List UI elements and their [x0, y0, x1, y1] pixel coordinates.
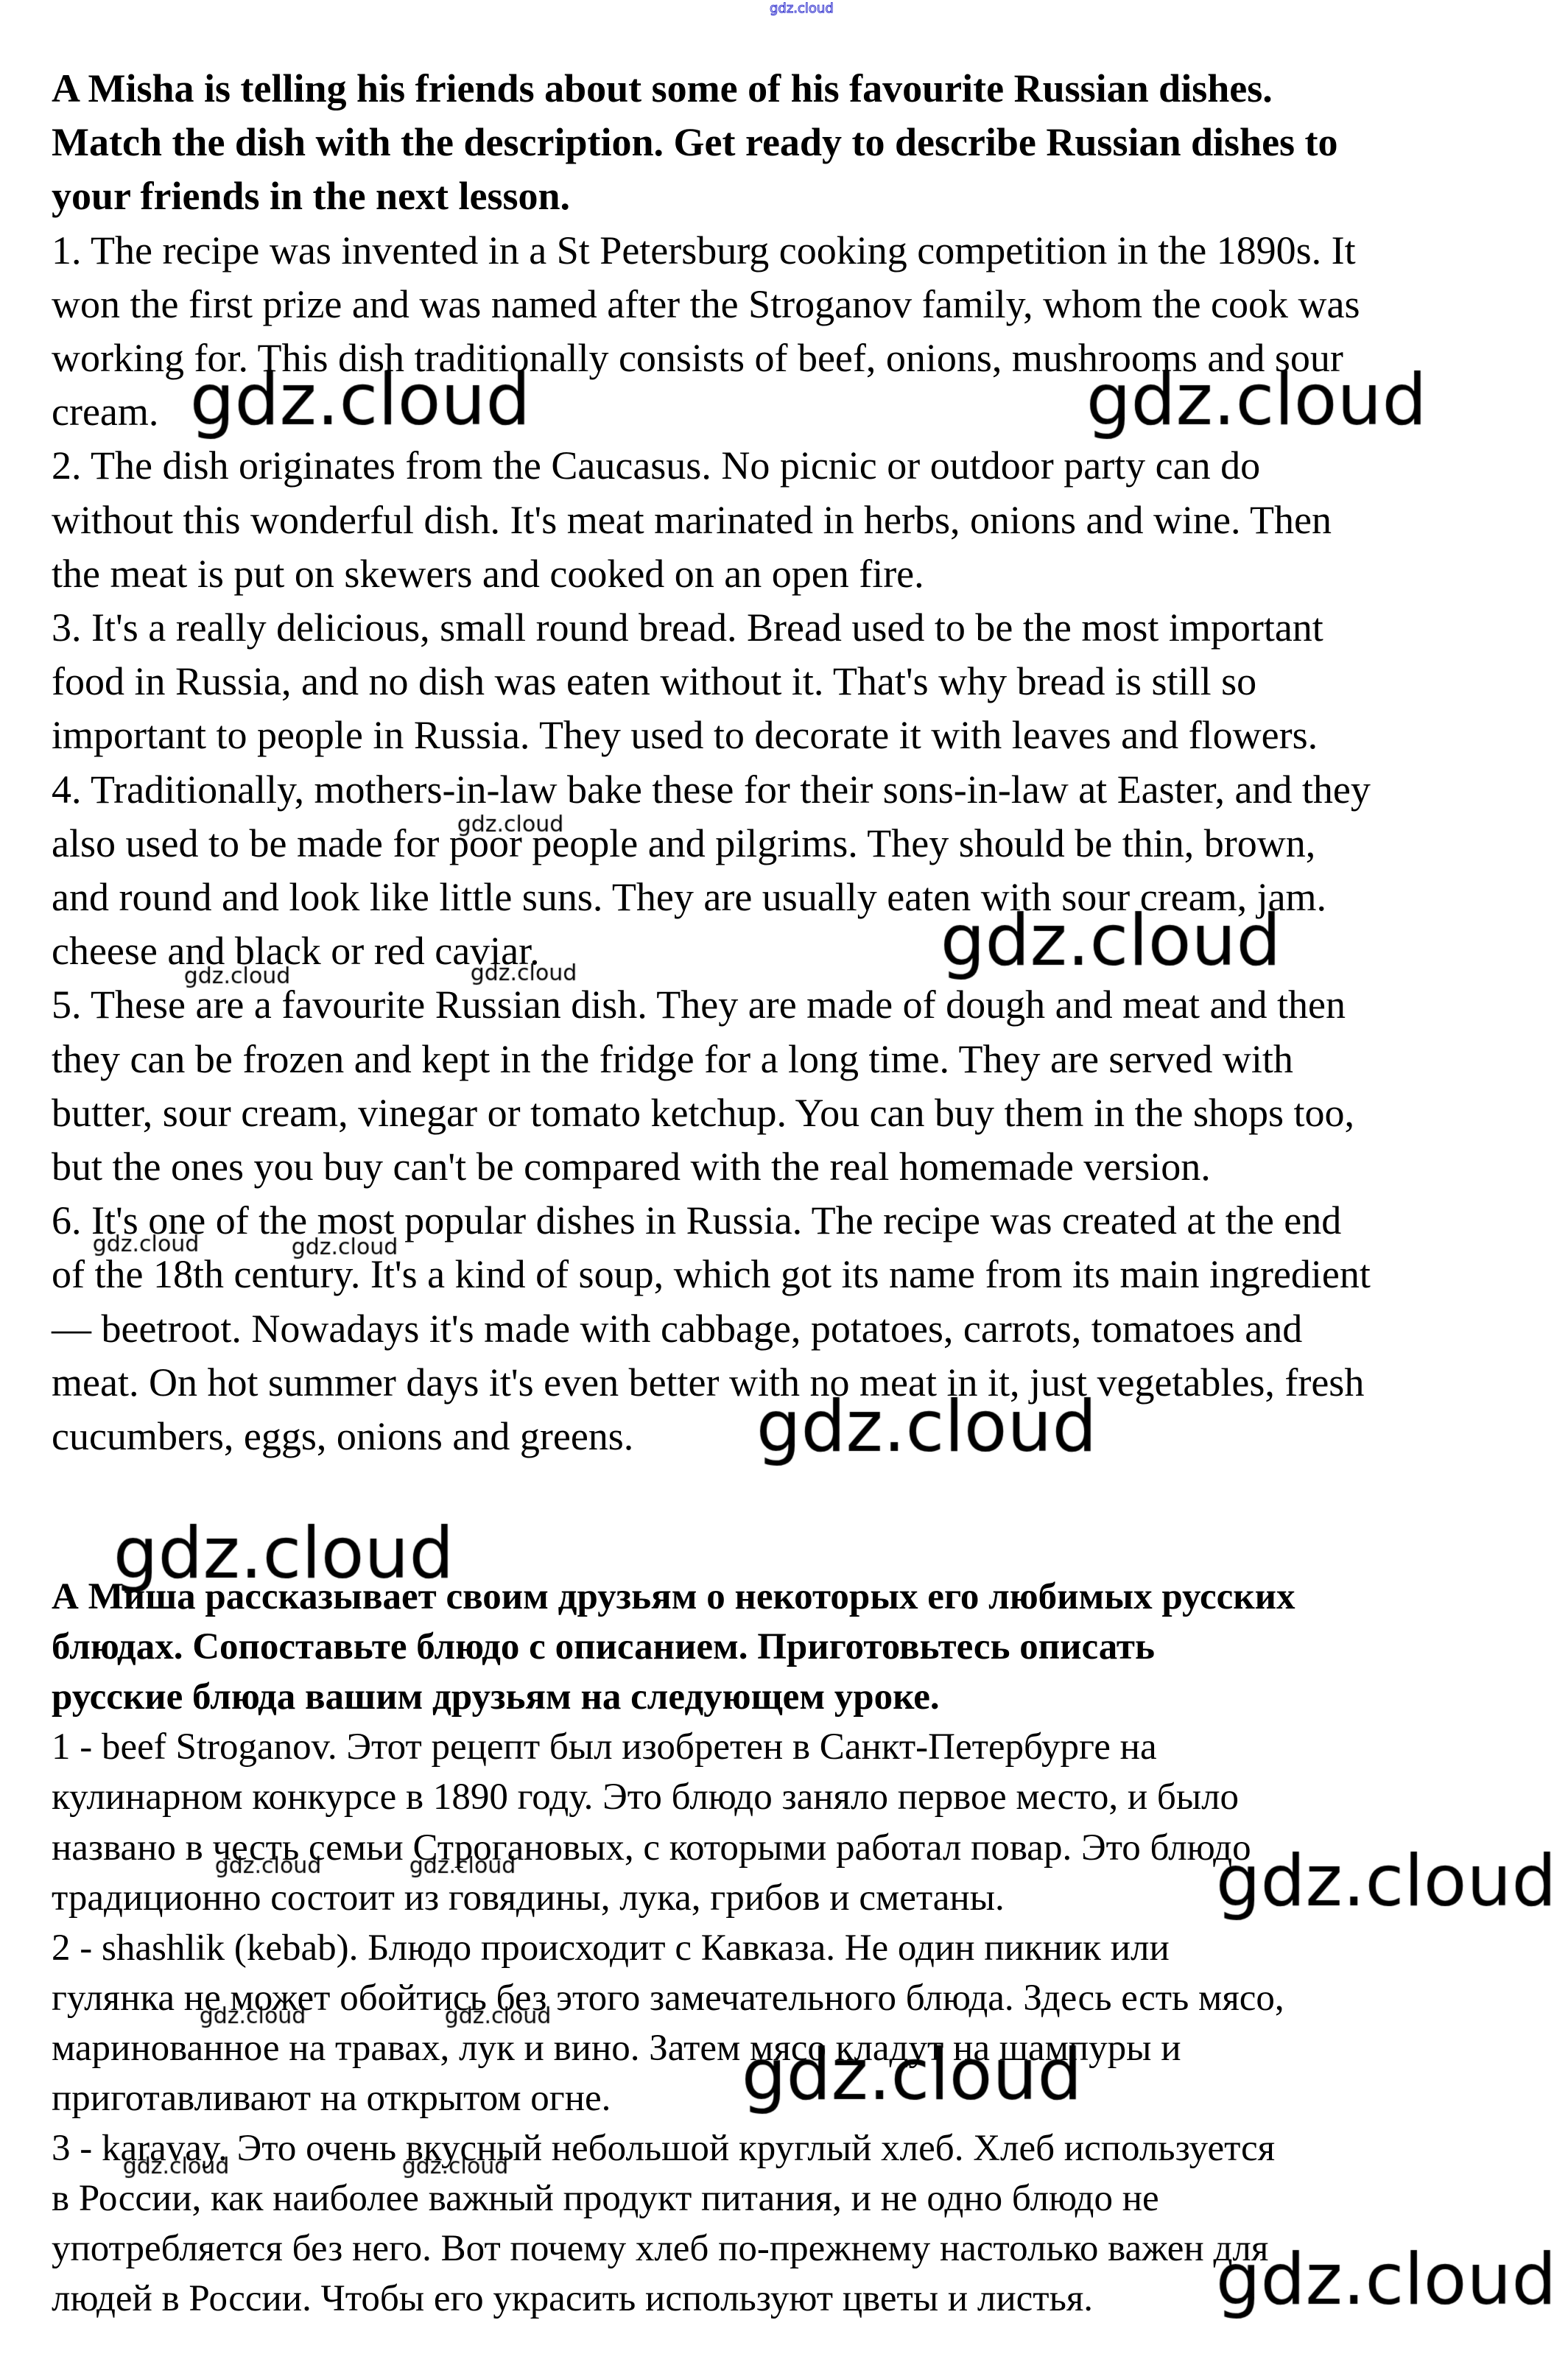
english-text-line: cheese and black or red caviar. — [52, 929, 540, 973]
english-text-line: 2. The dish originates from the Caucasus. No picnic or outdoor party can do — [52, 443, 1261, 488]
english-text-line: without this wonderful dish. It's meat marinated in herbs, onions and wine. Then — [52, 498, 1332, 542]
english-text-line: food in Russia, and no dish was eaten without it. That's why bread is still so — [52, 659, 1257, 703]
english-text-line: butter, sour cream, vinegar or tomato ketchup. You can buy them in the shops too, — [52, 1091, 1355, 1135]
english-text-line: 6. It's one of the most popular dishes in Russia. The recipe was created at the end — [52, 1198, 1342, 1243]
english-text-line: of the 18th century. It's a kind of soup, which got its name from its main ingredient — [52, 1252, 1371, 1296]
russian-text-line: приготавливают на открытом огне. — [52, 2078, 611, 2119]
english-heading-line: Match the dish with the description. Get ready to describe Russian dishes to — [52, 120, 1338, 164]
russian-text-line: 3 - karavay. Это очень вкусный небольшой круглый хлеб. Хлеб используется — [52, 2128, 1276, 2169]
english-text-line: 3. It's a really delicious, small round bread. Bread used to be the most important — [52, 605, 1323, 650]
english-text-line: cream. — [52, 390, 159, 434]
english-text-line: also used to be made for poor people and pilgrims. They should be thin, brown, — [52, 821, 1316, 865]
russian-text-line: людей в России. Чтобы его украсить используют цветы и листья. — [52, 2278, 1094, 2319]
russian-text-line: употребляется без него. Вот почему хлеб по-прежнему настолько важен для — [52, 2228, 1269, 2269]
english-text-line: cucumbers, eggs, onions and greens. — [52, 1414, 634, 1458]
english-text-line: the meat is put on skewers and cooked on an open fire. — [52, 552, 924, 596]
english-text-line: working for. This dish traditionally consists of beef, onions, mushrooms and sour — [52, 336, 1343, 380]
english-heading-line: your friends in the next lesson. — [52, 174, 571, 218]
english-text-line: won the first prize and was named after the Stroganov family, whom the cook was — [52, 282, 1360, 326]
english-heading-line: A Misha is telling his friends about some of his favourite Russian dishes. — [52, 66, 1273, 110]
russian-heading-line: А Миша рассказывает своим друзьям о некоторых его любимых русских — [52, 1576, 1295, 1617]
english-text-line: but the ones you buy can't be compared with the real homemade version. — [52, 1145, 1211, 1189]
english-text-line: 5. These are a favourite Russian dish. They are made of dough and meat and then — [52, 983, 1346, 1027]
english-text-line: meat. On hot summer days it's even better with no meat in it, just vegetables, fresh — [52, 1360, 1365, 1405]
english-text-line: and round and look like little suns. They are usually eaten with sour cream, jam. — [52, 875, 1327, 919]
english-text-line: 4. Traditionally, mothers-in-law bake these for their sons-in-law at Easter, and they — [52, 767, 1371, 812]
english-text-line: important to people in Russia. They used to decorate it with leaves and flowers. — [52, 713, 1318, 757]
watermark-top: gdz.cloud — [770, 1, 834, 16]
russian-text-line: маринованное на травах, лук и вино. Затем мясо кладут на шампуры и — [52, 2028, 1181, 2069]
russian-heading-line: русские блюда вашим друзьям на следующем уроке. — [52, 1676, 940, 1718]
russian-heading-line: блюдах. Сопоставьте блюдо с описанием. Приготовьтесь описать — [52, 1626, 1155, 1667]
russian-text-line: 1 - beef Stroganov. Этот рецепт был изобретен в Санкт-Петербурге на — [52, 1726, 1157, 1768]
russian-text-line: гулянка не может обойтись без этого замечательного блюда. Здесь есть мясо, — [52, 1978, 1284, 2019]
russian-text-line: традиционно состоит из говядины, лука, грибов и сметаны. — [52, 1877, 1005, 1919]
russian-text-line: в России, как наиболее важный продукт питания, и не одно блюдо не — [52, 2178, 1159, 2219]
russian-text-line: кулинарном конкурсе в 1890 году. Это блюдо заняло первое место, и было — [52, 1776, 1240, 1818]
english-text-line: they can be frozen and kept in the fridge for a long time. They are served with — [52, 1037, 1293, 1081]
russian-text-line: 2 - shashlik (kebab). Блюдо происходит с Кавказа. Не один пикник или — [52, 1927, 1170, 1969]
english-text-line: 1. The recipe was invented in a St Petersburg cooking competition in the 1890s. It — [52, 228, 1356, 273]
english-text-line: — beetroot. Nowadays it's made with cabbage, potatoes, carrots, tomatoes and — [52, 1307, 1303, 1351]
russian-text-line: названо в честь семьи Строгановых, с которыми работал повар. Это блюдо — [52, 1827, 1251, 1869]
